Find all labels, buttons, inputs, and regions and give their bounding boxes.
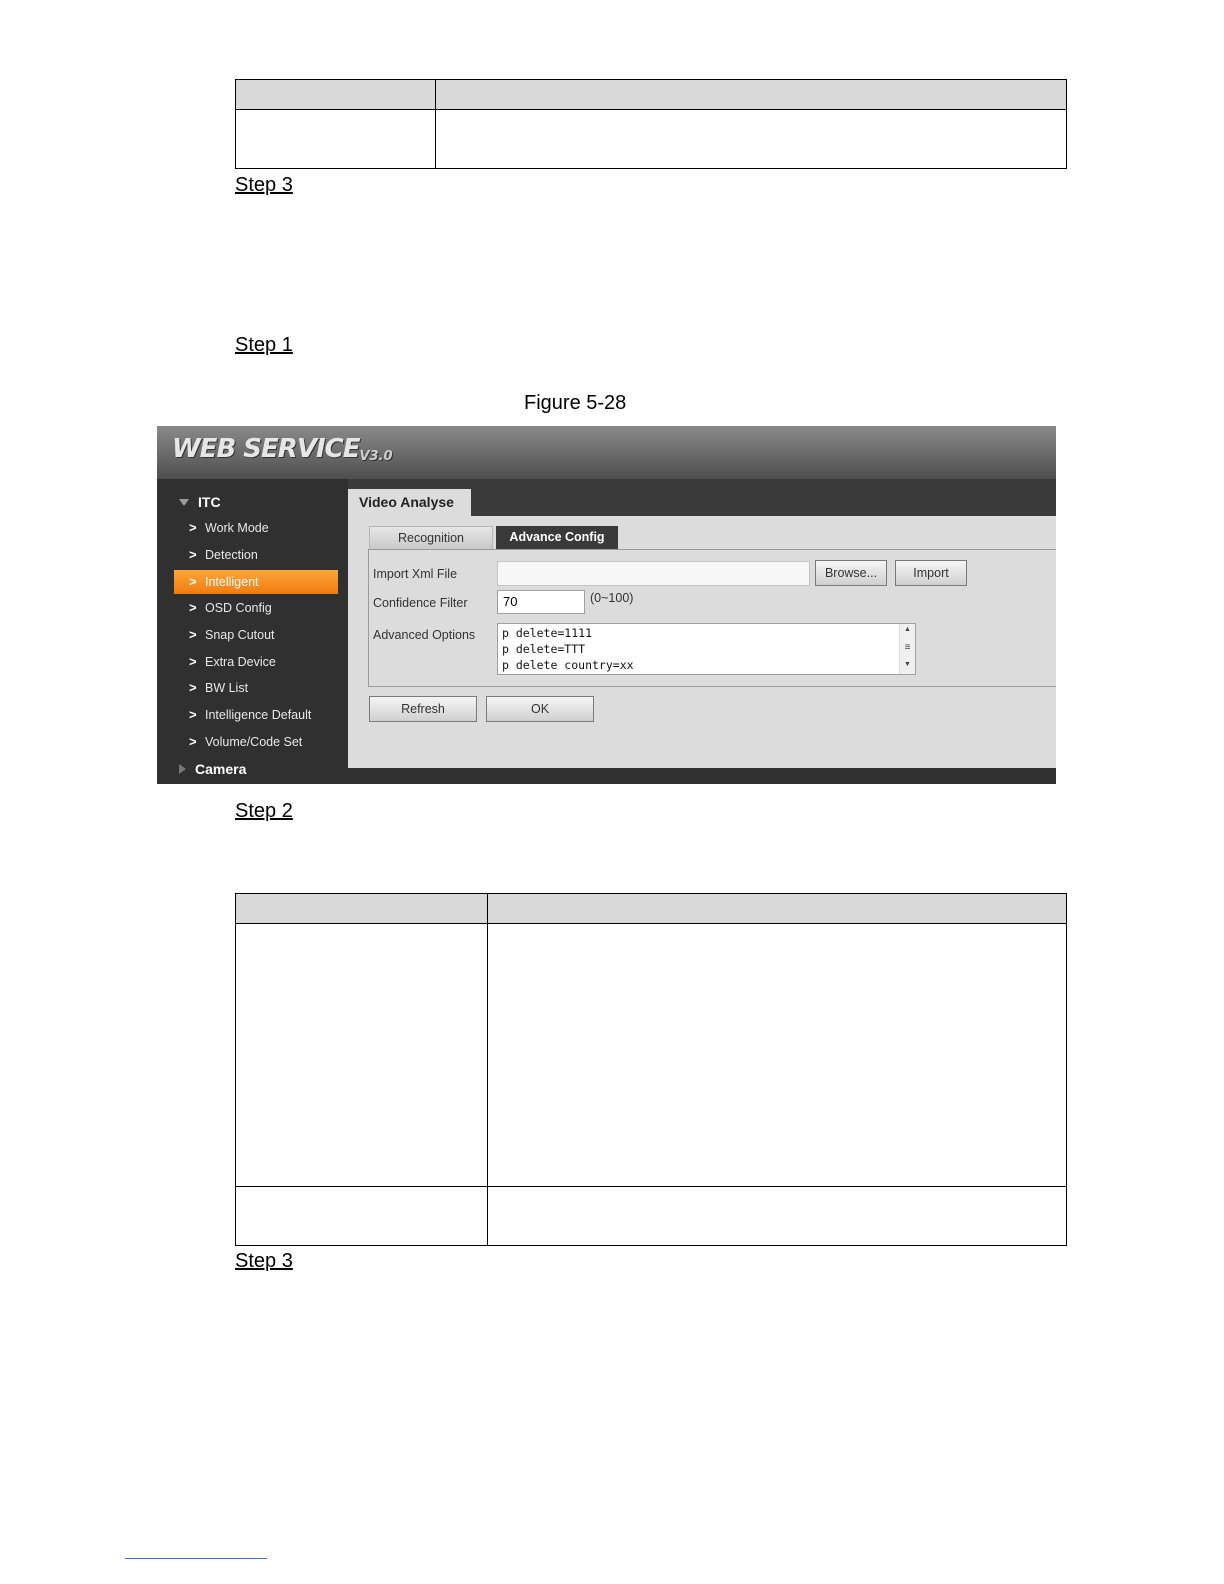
app-logo: WEB SERVICEV3.0 [172, 434, 393, 464]
scroll-grip-icon[interactable]: ≡ [904, 642, 911, 653]
table-header-cell [436, 80, 1067, 110]
video-analyse-panel [348, 516, 1056, 768]
advanced-option-line: p delete country=xx [502, 658, 634, 672]
triangle-right-icon [179, 764, 186, 774]
chevron-right-icon: > [189, 547, 197, 562]
sidebar [157, 479, 348, 784]
app-footer [348, 768, 1056, 784]
sidebar-item-extra-device[interactable]: > Extra Device [174, 650, 338, 674]
confidence-filter-input[interactable]: 70 [497, 590, 585, 614]
sidebar-item-snap-cutout[interactable]: > Snap Cutout [174, 623, 338, 647]
advanced-options-label: Advanced Options [373, 628, 476, 642]
sidebar-item-intelligent[interactable]: > Intelligent [174, 570, 338, 594]
step-1: Step 1 [235, 334, 293, 356]
step-2: Step 2 [235, 800, 293, 822]
chevron-right-icon: > [189, 600, 197, 615]
table-cell [236, 924, 488, 1187]
table-header-cell [236, 80, 436, 110]
table-header-cell [236, 894, 488, 924]
ok-button[interactable]: OK [486, 696, 594, 722]
sidebar-item-intelligence-default[interactable]: > Intelligence Default [174, 703, 338, 727]
sidebar-item-work-mode[interactable]: > Work Mode [174, 516, 338, 540]
import-button[interactable]: Import [895, 560, 967, 586]
top-table [235, 79, 1067, 169]
bottom-table [235, 893, 1067, 1246]
scroll-down-icon[interactable]: ▼ [904, 661, 911, 668]
step-3-bottom: Step 3 [235, 1250, 293, 1272]
chevron-right-icon: > [189, 707, 197, 722]
sidebar-item-bw-list[interactable]: > BW List [174, 676, 338, 700]
sidebar-item-volume-code-set[interactable]: > Volume/Code Set [174, 730, 338, 754]
advanced-options-textarea[interactable] [497, 623, 916, 675]
advanced-option-line: p delete=1111 [502, 626, 593, 640]
main-content [348, 479, 1056, 768]
chevron-right-icon: > [189, 654, 197, 669]
table-cell [236, 1187, 488, 1246]
table-cell [488, 924, 1067, 1187]
sidebar-group-camera[interactable]: Camera [179, 759, 246, 779]
triangle-down-icon [179, 499, 189, 506]
advanced-option-line: p delete=TTT [502, 642, 586, 656]
chevron-right-icon: > [189, 520, 197, 535]
tab-video-analyse[interactable]: Video Analyse [348, 489, 471, 516]
chevron-right-icon: > [189, 574, 197, 589]
step-3-top: Step 3 [235, 174, 293, 196]
refresh-button[interactable]: Refresh [369, 696, 477, 722]
chevron-right-icon: > [189, 734, 197, 749]
import-xml-label: Import Xml File [373, 567, 458, 581]
web-service-screenshot [157, 426, 1056, 784]
chevron-right-icon: > [189, 627, 197, 642]
confidence-filter-label: Confidence Filter [373, 596, 468, 610]
chevron-right-icon: > [189, 680, 197, 695]
sidebar-item-detection[interactable]: > Detection [174, 543, 338, 567]
browse-button[interactable]: Browse... [815, 560, 887, 586]
table-cell [236, 110, 436, 169]
advance-config-fieldset [368, 549, 1056, 687]
figure-caption: Figure 5-28 [524, 392, 627, 414]
sidebar-item-osd-config[interactable]: > OSD Config [174, 596, 338, 620]
table-cell [436, 110, 1067, 169]
footer-divider [125, 1558, 267, 1559]
tab-recognition[interactable]: Recognition [369, 526, 493, 550]
textarea-scrollbar[interactable] [899, 624, 915, 674]
import-xml-field[interactable] [497, 561, 810, 586]
scroll-up-icon[interactable]: ▲ [904, 626, 911, 633]
confidence-range-hint: (0~100) [590, 591, 634, 605]
tab-advance-config[interactable]: Advance Config [496, 526, 618, 549]
app-header [157, 426, 1056, 479]
table-header-cell [488, 894, 1067, 924]
table-cell [488, 1187, 1067, 1246]
sidebar-group-itc[interactable]: ITC [179, 492, 221, 512]
